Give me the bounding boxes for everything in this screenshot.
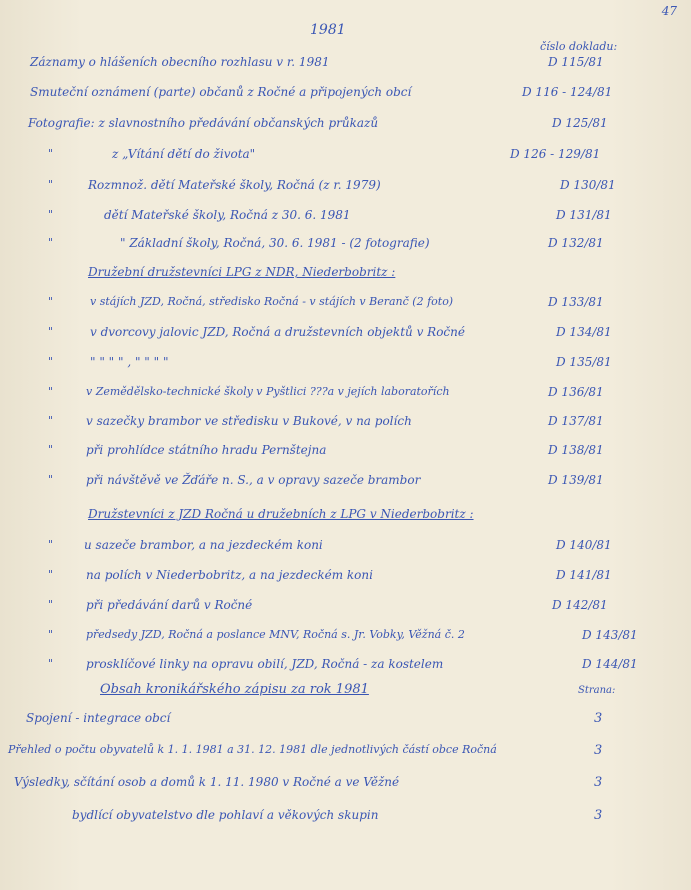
entry-text: u sazeče brambor, a na jezdeckém koni: [84, 538, 323, 552]
toc-title: Obsah kronikářského zápisu za rok 1981: [100, 682, 369, 697]
entry-text: v dvorcovy jalovic JZD, Ročná a družstevních objektů v Ročné: [90, 325, 465, 339]
document-number: D 136/81: [548, 385, 604, 399]
toc-item: bydlící obyvatelstvo dle pohlaví a věkových skupin: [72, 808, 379, 822]
toc-page-label: Strana:: [578, 685, 616, 696]
ditto-mark: ": [48, 355, 54, 368]
section-heading: Družstevníci z JZD Ročná u družebních z LPG v Niederbobritz :: [88, 507, 474, 521]
entry-text: Rozmnož. dětí Mateřské školy, Ročná (z r. 1979): [88, 178, 381, 192]
ditto-mark: ": [48, 208, 54, 221]
toc-item-page: 3: [594, 775, 603, 790]
document-number: D 131/81: [556, 208, 612, 222]
document-number: D 132/81: [548, 236, 604, 250]
entry-text: na polích v Niederbobritz, a na jezdeckém koni: [86, 568, 373, 582]
ditto-mark: ": [48, 178, 54, 191]
entry-text: " " " " , " " " ": [90, 355, 169, 369]
entry-text: v stájích JZD, Ročná, středisko Ročná - v stájích v Beranč (2 foto): [90, 295, 454, 308]
document-number: D 130/81: [560, 178, 616, 192]
ditto-mark: ": [48, 568, 54, 581]
ditto-mark: ": [48, 657, 54, 670]
ditto-mark: ": [48, 628, 54, 641]
toc-item-page: 3: [594, 743, 603, 758]
document-number: D 134/81: [556, 325, 612, 339]
entry-text: při prohlídce státního hradu Pernštejna: [86, 443, 327, 457]
entry-text: dětí Mateřské školy, Ročná z 30. 6. 1981: [104, 208, 351, 222]
ditto-mark: ": [48, 538, 54, 551]
ditto-mark: ": [48, 473, 54, 486]
entry-text: " Základní školy, Ročná, 30. 6. 1981 - (2 fotografie): [120, 236, 430, 250]
entry-text: předsedy JZD, Ročná a poslance MNV, Ročná s. Jr. Vobky, Věžná č. 2: [86, 628, 465, 641]
entry-text: při předávání darů v Ročné: [86, 598, 253, 612]
ditto-mark: ": [48, 414, 54, 427]
toc-item-page: 3: [594, 808, 603, 823]
document-number: D 140/81: [556, 538, 612, 552]
entry-text: prosklíčové linky na opravu obilí, JZD, Ročná - za kostelem: [86, 657, 444, 671]
document-number: D 139/81: [548, 473, 604, 487]
toc-item: Spojení - integrace obcí: [26, 711, 171, 725]
column-header-doc-number: číslo dokladu:: [540, 40, 618, 53]
toc-item-page: 3: [594, 711, 603, 726]
page-number: 47: [661, 4, 677, 18]
document-number: D 142/81: [552, 598, 608, 612]
document-number: D 144/81: [582, 657, 638, 671]
year-heading: 1981: [310, 22, 346, 38]
ditto-mark: ": [48, 598, 54, 611]
document-number: D 116 - 124/81: [522, 85, 613, 99]
ditto-mark: ": [48, 443, 54, 456]
document-number: D 126 - 129/81: [510, 147, 601, 161]
ditto-mark: ": [48, 147, 54, 160]
document-number: D 115/81: [548, 55, 604, 69]
document-number: D 137/81: [548, 414, 604, 428]
ditto-mark: ": [48, 325, 54, 338]
ditto-mark: ": [48, 236, 54, 249]
entry-text: v Zemědělsko-technické školy v Pyštlici ???a v jejích laboratořích: [86, 385, 450, 398]
entry-text: Záznamy o hlášeních obecního rozhlasu v r. 1981: [30, 55, 330, 69]
entry-text: Fotografie: z slavnostního předávání občanských průkazů: [28, 116, 379, 130]
section-heading: Družební družstevníci LPG z NDR, Niederbobritz :: [88, 265, 396, 279]
entry-text: z „Vítání dětí do života": [112, 147, 256, 161]
document-number: D 141/81: [556, 568, 612, 582]
toc-item: Výsledky, sčítání osob a domů k 1. 11. 1980 v Ročné a ve Věžné: [14, 775, 400, 789]
document-number: D 138/81: [548, 443, 604, 457]
entry-text: při návštěvě ve Žďáře n. S., a v opravy sazeče brambor: [86, 473, 421, 487]
ditto-mark: ": [48, 295, 54, 308]
ditto-mark: ": [48, 385, 54, 398]
document-number: D 133/81: [548, 295, 604, 309]
entry-text: v sazečky brambor ve středisku v Bukové, v na polích: [86, 414, 412, 428]
document-number: D 125/81: [552, 116, 608, 130]
document-number: D 143/81: [582, 628, 638, 642]
document-number: D 135/81: [556, 355, 612, 369]
toc-item: Přehled o počtu obyvatelů k 1. 1. 1981 a 31. 12. 1981 dle jednotlivých částí obce Ročná: [8, 743, 497, 756]
entry-text: Smuteční oznámení (parte) občanů z Ročné a připojených obcí: [30, 85, 412, 99]
